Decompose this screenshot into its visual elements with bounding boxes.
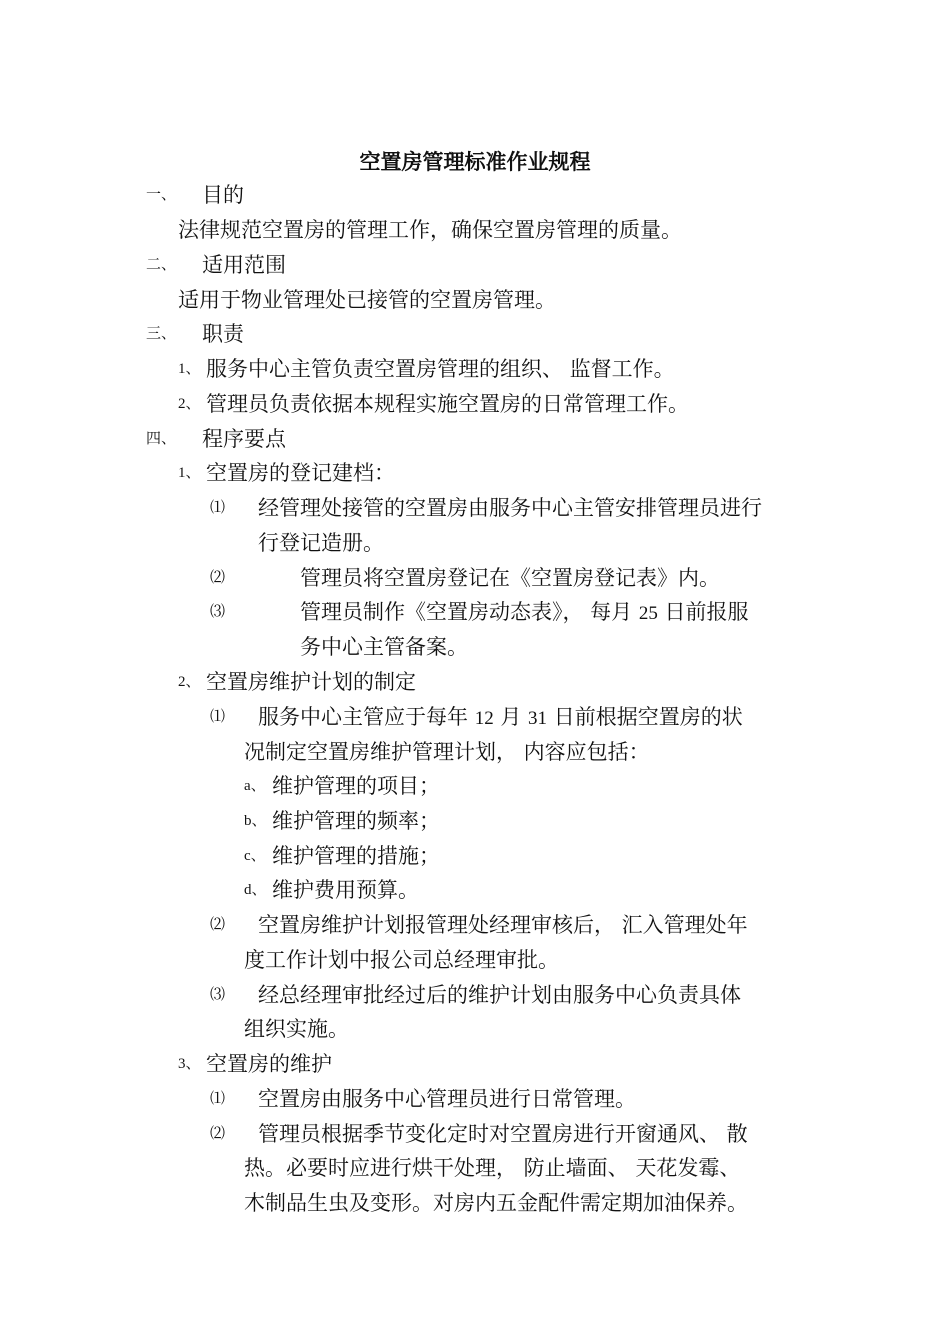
section-2-number: 二、 [146, 257, 177, 273]
point-1-a-line-2: 行登记造册。 [258, 531, 384, 555]
section-4-heading: 程序要点 [202, 427, 286, 451]
point-3-a-number: ⑴ [210, 1091, 226, 1107]
point-3-b-line-1: 管理员根据季节变化定时对空置房进行开窗通风、 散 [258, 1122, 748, 1146]
section-3-heading: 职责 [202, 322, 244, 346]
point-3-number: 3、 [178, 1056, 201, 1072]
point-2-c-line-2: 组织实施。 [244, 1017, 349, 1041]
point-1-a-line-1: 经管理处接管的空置房由服务中心主管安排管理员进行 [258, 496, 762, 520]
section-3-number: 三、 [146, 326, 177, 342]
point-2-a-line-1: 服务中心主管应于每年 12 月 31 日前根据空置房的状 [258, 705, 743, 729]
point-1-c-number: ⑶ [210, 604, 226, 620]
point-2-c-line-1: 经总经理审批经过后的维护计划由服务中心负责具体 [258, 983, 741, 1007]
point-3-b-number: ⑵ [210, 1126, 226, 1142]
point-3-b-line-2: 热。必要时应进行烘干处理， 防止墙面、 天花发霉、 [244, 1156, 741, 1180]
sub-item-d-number: d、 [244, 882, 267, 898]
point-2-b-line-1: 空置房维护计划报管理处经理审核后， 汇入管理处年 [258, 913, 748, 937]
section-1-heading: 目的 [202, 183, 244, 207]
section-3-item-1-text: 服务中心主管负责空置房管理的组织、 监督工作。 [206, 357, 675, 381]
section-3-item-2-number: 2、 [178, 396, 201, 412]
point-2-c-number: ⑶ [210, 987, 226, 1003]
sub-item-c-number: c、 [244, 848, 266, 864]
point-2-a-number: ⑴ [210, 709, 226, 725]
point-3-b-line-3: 木制品生虫及变形。对房内五金配件需定期加油保养。 [244, 1191, 748, 1215]
point-2-a-line-2: 况制定空置房维护管理计划， 内容应包括： [244, 740, 650, 764]
section-4-number: 四、 [146, 431, 177, 447]
point-3-text: 空置房的维护 [206, 1052, 332, 1076]
point-1-b-line-1: 管理员将空置房登记在《空置房登记表》内。 [300, 566, 720, 590]
sub-item-a-number: a、 [244, 778, 266, 794]
sub-item-b-text: 维护管理的频率； [272, 809, 440, 833]
point-2-text: 空置房维护计划的制定 [206, 670, 416, 694]
point-1-b-number: ⑵ [210, 570, 226, 586]
section-3-item-1-number: 1、 [178, 361, 201, 377]
point-1-c-line-1: 管理员制作《空置房动态表》， 每月 25 日前报服 [300, 600, 749, 624]
point-3-a-line-1: 空置房由服务中心管理员进行日常管理。 [258, 1087, 636, 1111]
point-1-c-line-2: 务中心主管备案。 [300, 635, 468, 659]
sub-item-c-text: 维护管理的措施； [272, 844, 440, 868]
point-1-text: 空置房的登记建档： [206, 461, 395, 485]
sub-item-b-number: b、 [244, 813, 267, 829]
section-1-number: 一、 [146, 187, 177, 203]
document-title: 空置房管理标准作业规程 [359, 150, 591, 174]
point-1-a-number: ⑴ [210, 500, 226, 516]
section-2-heading: 适用范围 [202, 253, 286, 277]
point-2-number: 2、 [178, 674, 201, 690]
point-2-b-number: ⑵ [210, 917, 226, 933]
point-1-number: 1、 [178, 465, 201, 481]
section-3-item-2-text: 管理员负责依据本规程实施空置房的日常管理工作。 [206, 392, 689, 416]
section-1-text: 法律规范空置房的管理工作，确保空置房管理的质量。 [178, 218, 682, 242]
sub-item-a-text: 维护管理的项目； [272, 774, 440, 798]
sub-item-d-text: 维护费用预算。 [272, 878, 419, 902]
point-2-b-line-2: 度工作计划中报公司总经理审批。 [244, 948, 559, 972]
section-2-text: 适用于物业管理处已接管的空置房管理。 [178, 288, 556, 312]
